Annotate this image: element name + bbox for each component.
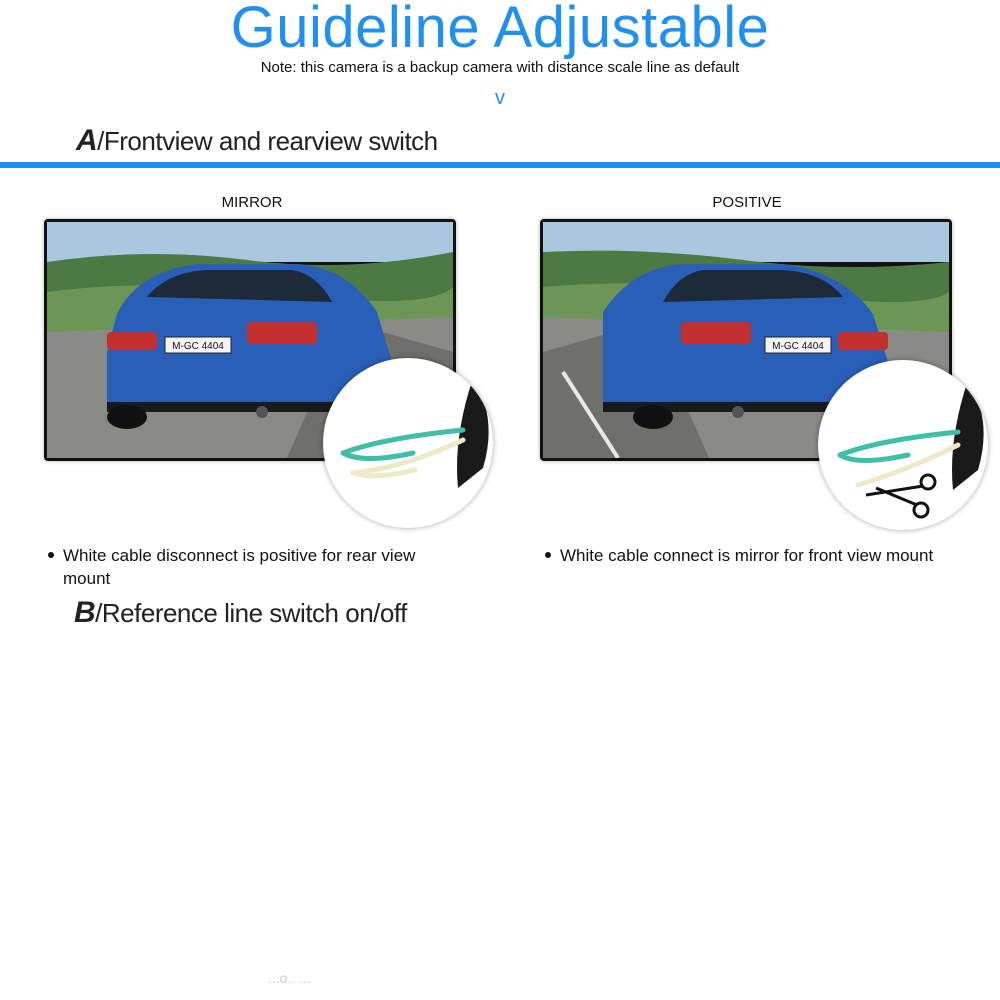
chevron-down-icon: v [495,87,505,109]
right-bullet-text: White cable connect is mirror for front view mount [560,546,934,565]
section-a-letter: A [76,124,98,157]
positive-caption: POSITIVE [712,194,782,211]
left-bullet-cont: mount [63,569,111,588]
section-b-text: /Reference line switch on/off [95,598,407,628]
svg-text:M-GC 4404: M-GC 4404 [172,341,224,352]
right-bullet [545,544,985,567]
section-a-heading [76,124,438,158]
page-title: Guideline Adjustable [230,0,770,60]
note-text: Note: this camera is a backup camera with distance scale line as default [260,59,740,76]
bullet-dot-icon [48,552,54,558]
footer-fragment: ...o.. ... [268,970,311,986]
svg-text:M-GC 4404: M-GC 4404 [772,341,824,352]
cable-disconnected-bubble [323,358,493,528]
cable-connected-bubble [818,360,988,530]
left-bullet-text: White cable disconnect is positive for rear view [63,546,416,565]
divider [0,162,1000,168]
section-b-heading [74,596,407,630]
section-b-letter: B [74,596,96,629]
left-bullet [48,544,468,590]
bullet-dot-icon [545,552,551,558]
section-a-text: /Frontview and rearview switch [97,126,438,156]
mirror-caption: MIRROR [221,194,283,211]
